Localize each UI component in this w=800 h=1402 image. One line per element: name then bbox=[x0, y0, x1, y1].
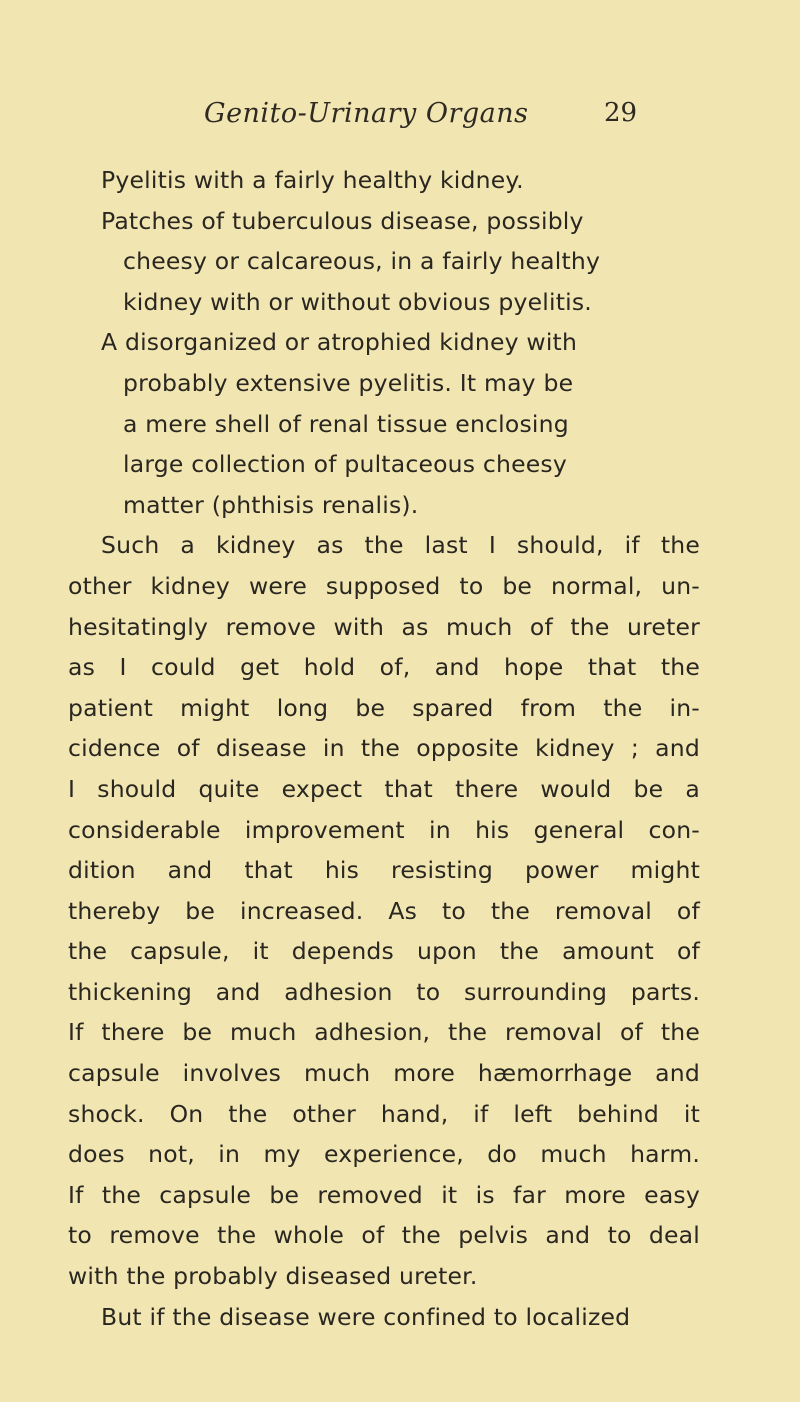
text-line: hesitatingly remove with as much of the ureter bbox=[68, 612, 700, 641]
text-line: cheesy or calcareous, in a fairly healthy bbox=[123, 247, 601, 276]
text-line: a mere shell of renal tissue enclosing bbox=[123, 409, 569, 438]
running-header bbox=[0, 98, 800, 138]
text-line: shock. On the other hand, if left behind it bbox=[68, 1099, 700, 1128]
text-line: does not, in my experience, do much harm. bbox=[68, 1140, 700, 1169]
text-line: matter (phthisis renalis). bbox=[123, 490, 419, 519]
text-line: kidney with or without obvious pyelitis. bbox=[123, 287, 592, 316]
running-title: Genito-Urinary Organs bbox=[204, 98, 529, 129]
text-line: to remove the whole of the pelvis and to deal bbox=[68, 1221, 700, 1250]
text-line: patient might long be spared from the in- bbox=[68, 693, 700, 722]
text-line: cidence of disease in the opposite kidney ; and bbox=[68, 734, 700, 763]
text-line: A disorganized or atrophied kidney with bbox=[101, 328, 578, 357]
body-text bbox=[0, 160, 800, 1337]
text-line: Pyelitis with a fairly healthy kidney. bbox=[101, 166, 524, 194]
text-line: If the capsule be removed it is far more easy bbox=[68, 1180, 700, 1209]
text-line: But if the disease were confined to localized bbox=[101, 1302, 631, 1331]
text-line: capsule involves much more hæmorrhage and bbox=[68, 1059, 700, 1088]
text-line: large collection of pultaceous cheesy bbox=[123, 450, 567, 479]
text-line: If there be much adhesion, the removal of the bbox=[68, 1018, 700, 1047]
text-line: probably extensive pyelitis. It may be bbox=[123, 368, 574, 397]
text-line: Such a kidney as the last I should, if the bbox=[101, 531, 700, 560]
text-line: thereby be increased. As to the removal of bbox=[68, 896, 700, 925]
text-line: dition and that his resisting power might bbox=[68, 856, 700, 885]
text-line: other kidney were supposed to be normal, un- bbox=[68, 571, 700, 600]
text-line: thickening and adhesion to surrounding parts. bbox=[68, 977, 700, 1006]
text-line: I should quite expect that there would be a bbox=[68, 774, 700, 803]
text-line: the capsule, it depends upon the amount of bbox=[68, 937, 700, 966]
text-line: considerable improvement in his general con- bbox=[68, 815, 700, 844]
text-line: as I could get hold of, and hope that the bbox=[68, 653, 700, 682]
text-line: Patches of tuberculous disease, possibly bbox=[101, 206, 584, 235]
page-number: 29 bbox=[604, 98, 638, 128]
text-line: with the probably diseased ureter. bbox=[68, 1262, 478, 1291]
